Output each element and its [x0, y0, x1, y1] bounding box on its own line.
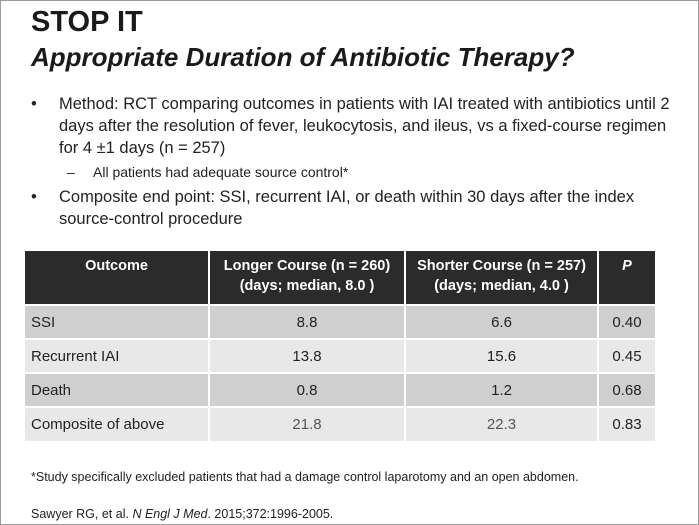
citation	[31, 506, 333, 523]
cell-shorter: 6.6	[405, 305, 598, 339]
cell-outcome: Recurrent IAI	[25, 339, 209, 373]
bullet-method	[31, 93, 671, 159]
cell-outcome: SSI	[25, 305, 209, 339]
bullet-text: Composite end point: SSI, recurrent IAI, or death within 30 days after the index source-control procedure	[59, 188, 635, 228]
header-p-value: P	[598, 251, 655, 305]
header-shorter-course: Shorter Course (n = 257) (days; median, 4.0 )	[405, 251, 598, 305]
table-header-row	[25, 251, 655, 305]
sub-bullet-marker: –	[67, 164, 75, 180]
cell-longer: 0.8	[209, 373, 405, 407]
results-table	[25, 251, 655, 441]
table-row	[25, 305, 655, 339]
slide-subtitle: Appropriate Duration of Antibiotic Therapy?	[31, 42, 575, 72]
bullet-endpoint	[31, 186, 671, 230]
header-longer-course: Longer Course (n = 260) (days; median, 8.0 )	[209, 251, 405, 305]
cell-outcome: Death	[25, 373, 209, 407]
cell-p: 0.68	[598, 373, 655, 407]
citation-details: . 2015;372:1996-2005.	[207, 507, 334, 521]
cell-p: 0.83	[598, 407, 655, 441]
sub-bullet-source-control	[31, 161, 671, 183]
cell-longer: 8.8	[209, 305, 405, 339]
bullet-marker: •	[31, 95, 37, 113]
table-row	[25, 407, 655, 441]
cell-outcome: Composite of above	[25, 407, 209, 441]
table-row	[25, 339, 655, 373]
footnote: *Study specifically excluded patients that had a damage control laparotomy and an open abdomen.	[31, 470, 579, 484]
slide-title: STOP IT	[31, 6, 143, 38]
citation-journal: N Engl J Med	[132, 507, 208, 521]
cell-longer: 21.8	[209, 407, 405, 441]
bullet-marker: •	[31, 188, 37, 206]
cell-p: 0.45	[598, 339, 655, 373]
cell-p: 0.40	[598, 305, 655, 339]
cell-longer: 13.8	[209, 339, 405, 373]
cell-shorter: 15.6	[405, 339, 598, 373]
sub-bullet-text: All patients had adequate source control*	[93, 164, 349, 180]
citation-authors: Sawyer RG, et al.	[31, 507, 133, 521]
bullet-text: Method: RCT comparing outcomes in patients with IAI treated with antibiotics until 2 days after the resolution of fever, leukocytosis, and ileus, vs a fixed-course regimen for 4 ±1 days (n = 257)	[59, 95, 670, 157]
table-row	[25, 373, 655, 407]
cell-shorter: 22.3	[405, 407, 598, 441]
cell-shorter: 1.2	[405, 373, 598, 407]
header-outcome: Outcome	[25, 251, 209, 305]
bullet-list	[31, 93, 671, 230]
